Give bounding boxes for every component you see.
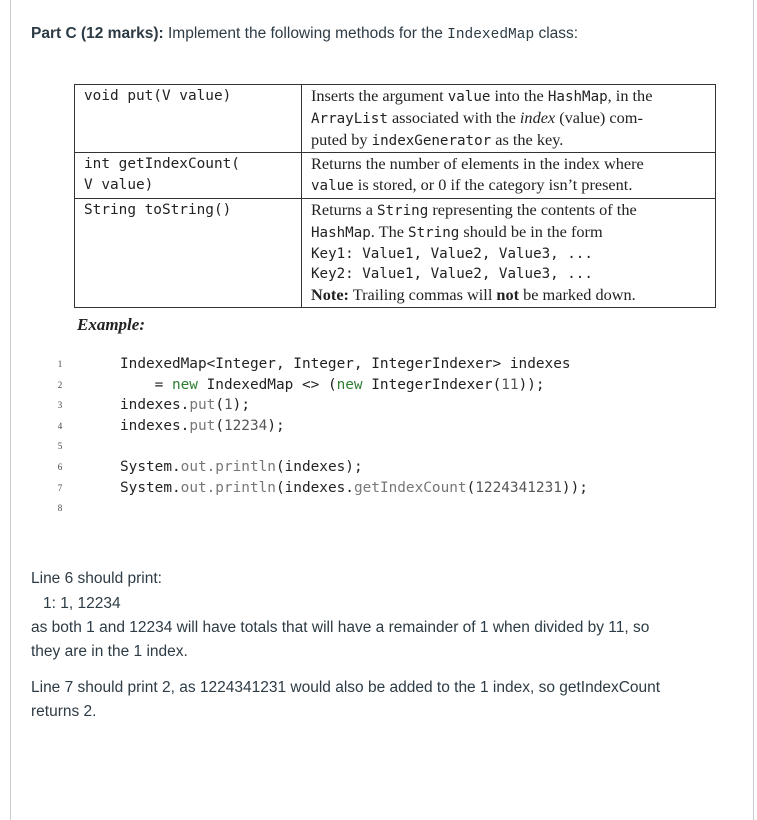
example-label: Example: bbox=[77, 315, 145, 334]
signature-line: String toString() bbox=[84, 201, 232, 218]
line-number: 2 bbox=[57, 379, 63, 390]
method-description bbox=[302, 153, 716, 199]
signature-line: V value) bbox=[84, 177, 154, 194]
line-number: 6 bbox=[57, 461, 63, 472]
signature-line: void put(V value) bbox=[84, 88, 232, 104]
line-number: 7 bbox=[57, 482, 63, 493]
description-line: ArrayList associated with the index (value) com- bbox=[311, 107, 643, 127]
description-line: Inserts the argument value into the HashMap, in the bbox=[311, 86, 653, 105]
description-line: value is stored, or 0 if the category isn’t present. bbox=[311, 175, 633, 195]
description-line: Returns a String representing the contents of the bbox=[311, 199, 637, 219]
format-line: Key2: Value1, Value2, Value3, ... bbox=[311, 266, 593, 283]
note-line: Note: Trailing commas will not be marked down. bbox=[311, 285, 636, 305]
explanation-reason: as both 1 and 12234 will have totals that will have a remainder of 1 when divided by 11, so they are in the 1 index. bbox=[31, 619, 650, 660]
method-signature bbox=[75, 85, 302, 153]
expected-output: 1: 1, 12234 bbox=[43, 595, 121, 612]
line-number: 5 bbox=[57, 441, 63, 452]
code-line: 2 = new IndexedMap <> (new IntegerIndexer(11)); bbox=[0, 375, 757, 396]
code-line: 3 indexes.put(1); bbox=[0, 395, 757, 416]
code-line: 7 System.out.println(indexes.getIndexCount(1224341231)); bbox=[0, 478, 757, 499]
code-line: 1 IndexedMap<Integer, Integer, IntegerIndexer> indexes bbox=[0, 354, 757, 375]
question-heading bbox=[31, 25, 578, 43]
description-line: Returns the number of elements in the index where bbox=[311, 154, 644, 174]
code-line: 4 indexes.put(12234); bbox=[0, 416, 757, 437]
heading-class-name: IndexedMap bbox=[447, 27, 535, 43]
description-line: puted by indexGenerator as the key. bbox=[311, 129, 564, 149]
description-line: HashMap. The String should be in the form bbox=[311, 221, 603, 241]
table-row bbox=[75, 153, 716, 199]
line-number: 4 bbox=[57, 420, 63, 431]
code-line: 6 System.out.println(indexes); bbox=[0, 457, 757, 478]
code-line bbox=[0, 498, 757, 519]
table-row bbox=[75, 85, 716, 153]
method-description bbox=[302, 85, 716, 153]
code-line bbox=[0, 436, 757, 457]
explanation-line6: Line 6 should print: bbox=[31, 570, 162, 587]
methods-table bbox=[74, 84, 716, 308]
table-row bbox=[75, 198, 716, 307]
format-line: Key1: Value1, Value2, Value3, ... bbox=[311, 245, 593, 262]
line-number: 3 bbox=[57, 400, 63, 411]
line-number: 8 bbox=[57, 503, 63, 514]
line-number: 1 bbox=[57, 359, 63, 369]
heading-marks: Part C (12 marks): bbox=[31, 25, 164, 42]
code-listing bbox=[0, 354, 757, 519]
method-signature bbox=[75, 198, 302, 307]
signature-line: int getIndexCount( bbox=[84, 156, 240, 173]
method-description bbox=[302, 198, 716, 307]
explanation-line7: Line 7 should print 2, as 1224341231 would also be added to the 1 index, so getIndexCount returns 2. bbox=[31, 679, 661, 720]
heading-text-end: class: bbox=[534, 25, 579, 42]
method-signature bbox=[75, 153, 302, 199]
heading-text: Implement the following methods for the bbox=[163, 25, 448, 42]
